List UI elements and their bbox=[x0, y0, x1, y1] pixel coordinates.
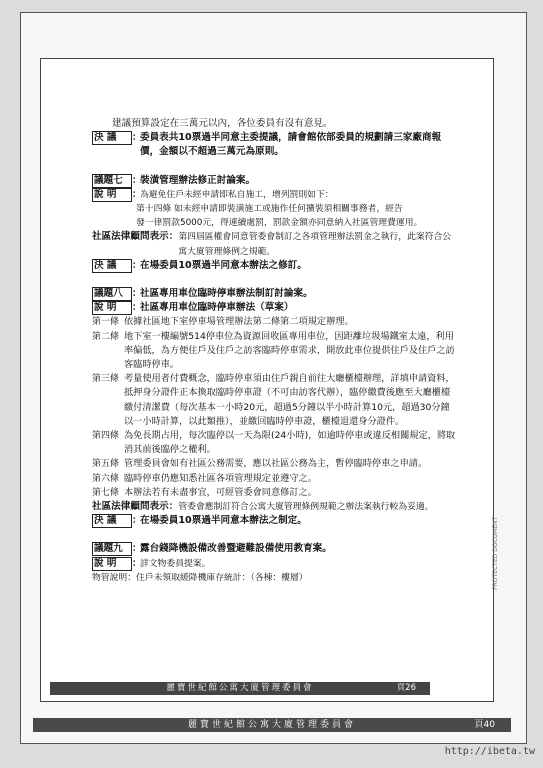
inner-footer-page: 頁26 bbox=[396, 683, 416, 693]
watermark: http://ibeta.tw bbox=[444, 746, 535, 757]
article-list bbox=[92, 315, 457, 500]
article-text: 為免長期占用，每次臨停以一天為限(24小時)，如逾時停車或違反相關規定，將取消其前後臨停之權利。 bbox=[124, 430, 456, 456]
article-text: 臨時停車仍應知悉社區各項管理規定並遵守之。 bbox=[124, 472, 317, 484]
resolution-text: 在場委員10票過半同意本辦法之制定。 bbox=[140, 515, 307, 527]
resolution-label: 決 議 bbox=[92, 259, 132, 273]
explain-title: 社區專用車位臨時停車辦法（草案） bbox=[140, 302, 294, 314]
article-number: 第六條 bbox=[92, 473, 120, 484]
article-row bbox=[92, 429, 457, 457]
explain-label: 說 明 bbox=[92, 557, 132, 571]
property-text: 住戶未領取緩降機庫存統計：（各棟：樓層） bbox=[136, 572, 308, 583]
article-row bbox=[92, 315, 457, 329]
item7-title: 裝潢管理辦法修正討論案。 bbox=[140, 174, 256, 186]
article-number: 第四條 bbox=[92, 431, 120, 442]
explain-line: 發一律罰款5000元，得連續處罰，罰款金額亦同意納入社區管理費運用。 bbox=[136, 218, 423, 229]
item9-property: 物管說明 ： 住戶未領取緩降機庫存統計：（各棟：樓層） bbox=[92, 571, 457, 585]
legal-label: 社區法律顧問表示 bbox=[92, 231, 169, 243]
item8-legal: 社區法律顧問表示 ： 管委會應制訂符合公寓大廈管理條例規範之辦法案執行較為妥適。 bbox=[92, 500, 457, 514]
explain-line: 第十四條 如未經申請即裝潢施工或施作任何擴裝須相關事務者，經告 bbox=[136, 204, 403, 215]
article-row bbox=[92, 472, 457, 486]
item7-explain: 說 明 ： 為避免住戶未經申請即私自施工，增列罰則如下： bbox=[92, 188, 457, 202]
item7-heading: 議題七 ： 裝潢管理辦法修正討論案。 bbox=[92, 174, 457, 188]
item9-title: 露台錢降機設備改善暨避難設備使用教育案。 bbox=[140, 543, 332, 555]
explain-text: 詳文物委員提案。 bbox=[140, 558, 211, 569]
resolution-label: 決 議 bbox=[92, 514, 132, 528]
legal-text: 第四屆區權會同意管委會制訂之各項管理辦法罰金之執行，此案符合公寓大廈管理條例之規範。 bbox=[178, 232, 452, 257]
article-number: 第一條 bbox=[92, 317, 120, 328]
inner-footer-title: 麗寶世紀館公寓大廈管理委員會 bbox=[166, 683, 314, 693]
article-row bbox=[92, 457, 457, 471]
article-text: 考量使用者付費概念，臨時停車須由住戶親自前往大廳櫃檯辦理，詳填申請資料，抵押身分證件正本換取臨時停車證（不可由訪客代辦），臨停繳費後應至大廳櫃檯繳付清潔費（每次基本一小時20元，超過5分鐘以半小時計算10元，超過30分鐘以一小時計算，以此類推），並繳回臨時停車證，櫃檯退還身分證件。 bbox=[124, 373, 455, 427]
article-text: 管理委員會如有社區公務需要，應以社區公務為主，暫停臨時停車之申請。 bbox=[124, 458, 428, 470]
outer-footer-page: 頁40 bbox=[474, 720, 495, 730]
resolution-1: 決 議 ： 委員表共10票過半同意主委提議，請會館依部委員的規劃請三家廠商報價，金額以不超過三萬元為原則。 bbox=[92, 131, 457, 159]
article-text: 依據社區地下室停車場管理辦法第二條第二項規定辦理。 bbox=[124, 316, 354, 328]
explain-label: 說 明 bbox=[92, 188, 132, 202]
resolution-text: 在場委員10票過半同意本辦法之修訂。 bbox=[140, 259, 307, 271]
side-stamp: PROTECTED DOCUMENT bbox=[492, 516, 499, 590]
article-row bbox=[92, 330, 457, 373]
article-number: 第二條 bbox=[92, 331, 120, 342]
item8-title: 社區專用車位臨時停車辦法制訂討論案。 bbox=[140, 288, 313, 300]
article-row bbox=[92, 372, 457, 429]
item7-legal: 社區法律顧問表示 ： 第四屆區權會同意管委會制訂之各項管理辦法罰金之執行，此案符合公寓大廈管理條例之規範。 bbox=[92, 230, 457, 258]
item9-heading: 議題九 ： 露台錢降機設備改善暨避難設備使用教育案。 bbox=[92, 542, 457, 556]
item8-resolution: 決 議 ： 在場委員10票過半同意本辦法之制定。 bbox=[92, 514, 457, 528]
item8-explain: 說 明 ： 社區專用車位臨時停車辦法（草案） bbox=[92, 301, 457, 315]
resolution-label: 決 議 bbox=[92, 131, 132, 145]
item8-heading: 議題八 ： 社區專用車位臨時停車辦法制訂討論案。 bbox=[92, 287, 457, 301]
outer-footer-bar bbox=[33, 718, 511, 732]
document-body bbox=[92, 117, 457, 585]
explain-label: 說 明 bbox=[92, 301, 132, 315]
article-row bbox=[92, 486, 457, 500]
inner-footer-bar bbox=[50, 682, 430, 695]
outer-footer-title: 麗寶世紀館公寓大廈管理委員會 bbox=[187, 720, 356, 730]
explain-line: 為避免住戶未經申請即私自施工，增列罰則如下： bbox=[140, 189, 334, 200]
item7-label: 議題七 bbox=[92, 174, 132, 188]
legal-text: 管委會應制訂符合公寓大廈管理條例規範之辦法案執行較為妥適。 bbox=[178, 502, 434, 513]
intro-line: 建議預算設定在三萬元以內，各位委員有沒有意見。 bbox=[112, 118, 333, 129]
resolution-text: 委員表共10票過半同意主委提議，請會館依部委員的規劃請三家廠商報價，金額以不超過三萬元為原則。 bbox=[140, 132, 442, 158]
item9-explain: 說 明 ： 詳文物委員提案。 bbox=[92, 557, 457, 571]
item7-resolution: 決 議 ： 在場委員10票過半同意本辦法之修訂。 bbox=[92, 259, 457, 273]
item8-label: 議題八 bbox=[92, 287, 132, 301]
article-text: 本辦法若有未盡事宜，可經管委會同意修訂之。 bbox=[124, 486, 317, 498]
article-text: 地下室一樓編號514停車位為資源回收區專用車位，因距離垃圾場鐵室太遠，利用率偏低，為方便住戶及住戶之訪客臨時停車需求，開放此車位提供住戶及住戶之訪客臨時停車。 bbox=[124, 330, 455, 371]
item9-label: 議題九 bbox=[92, 542, 132, 556]
article-number: 第五條 bbox=[92, 459, 120, 470]
article-number: 第三條 bbox=[92, 374, 120, 385]
legal-label: 社區法律顧問表示 bbox=[92, 501, 169, 513]
property-label: 物管說明 bbox=[92, 572, 128, 583]
article-number: 第七條 bbox=[92, 487, 120, 498]
